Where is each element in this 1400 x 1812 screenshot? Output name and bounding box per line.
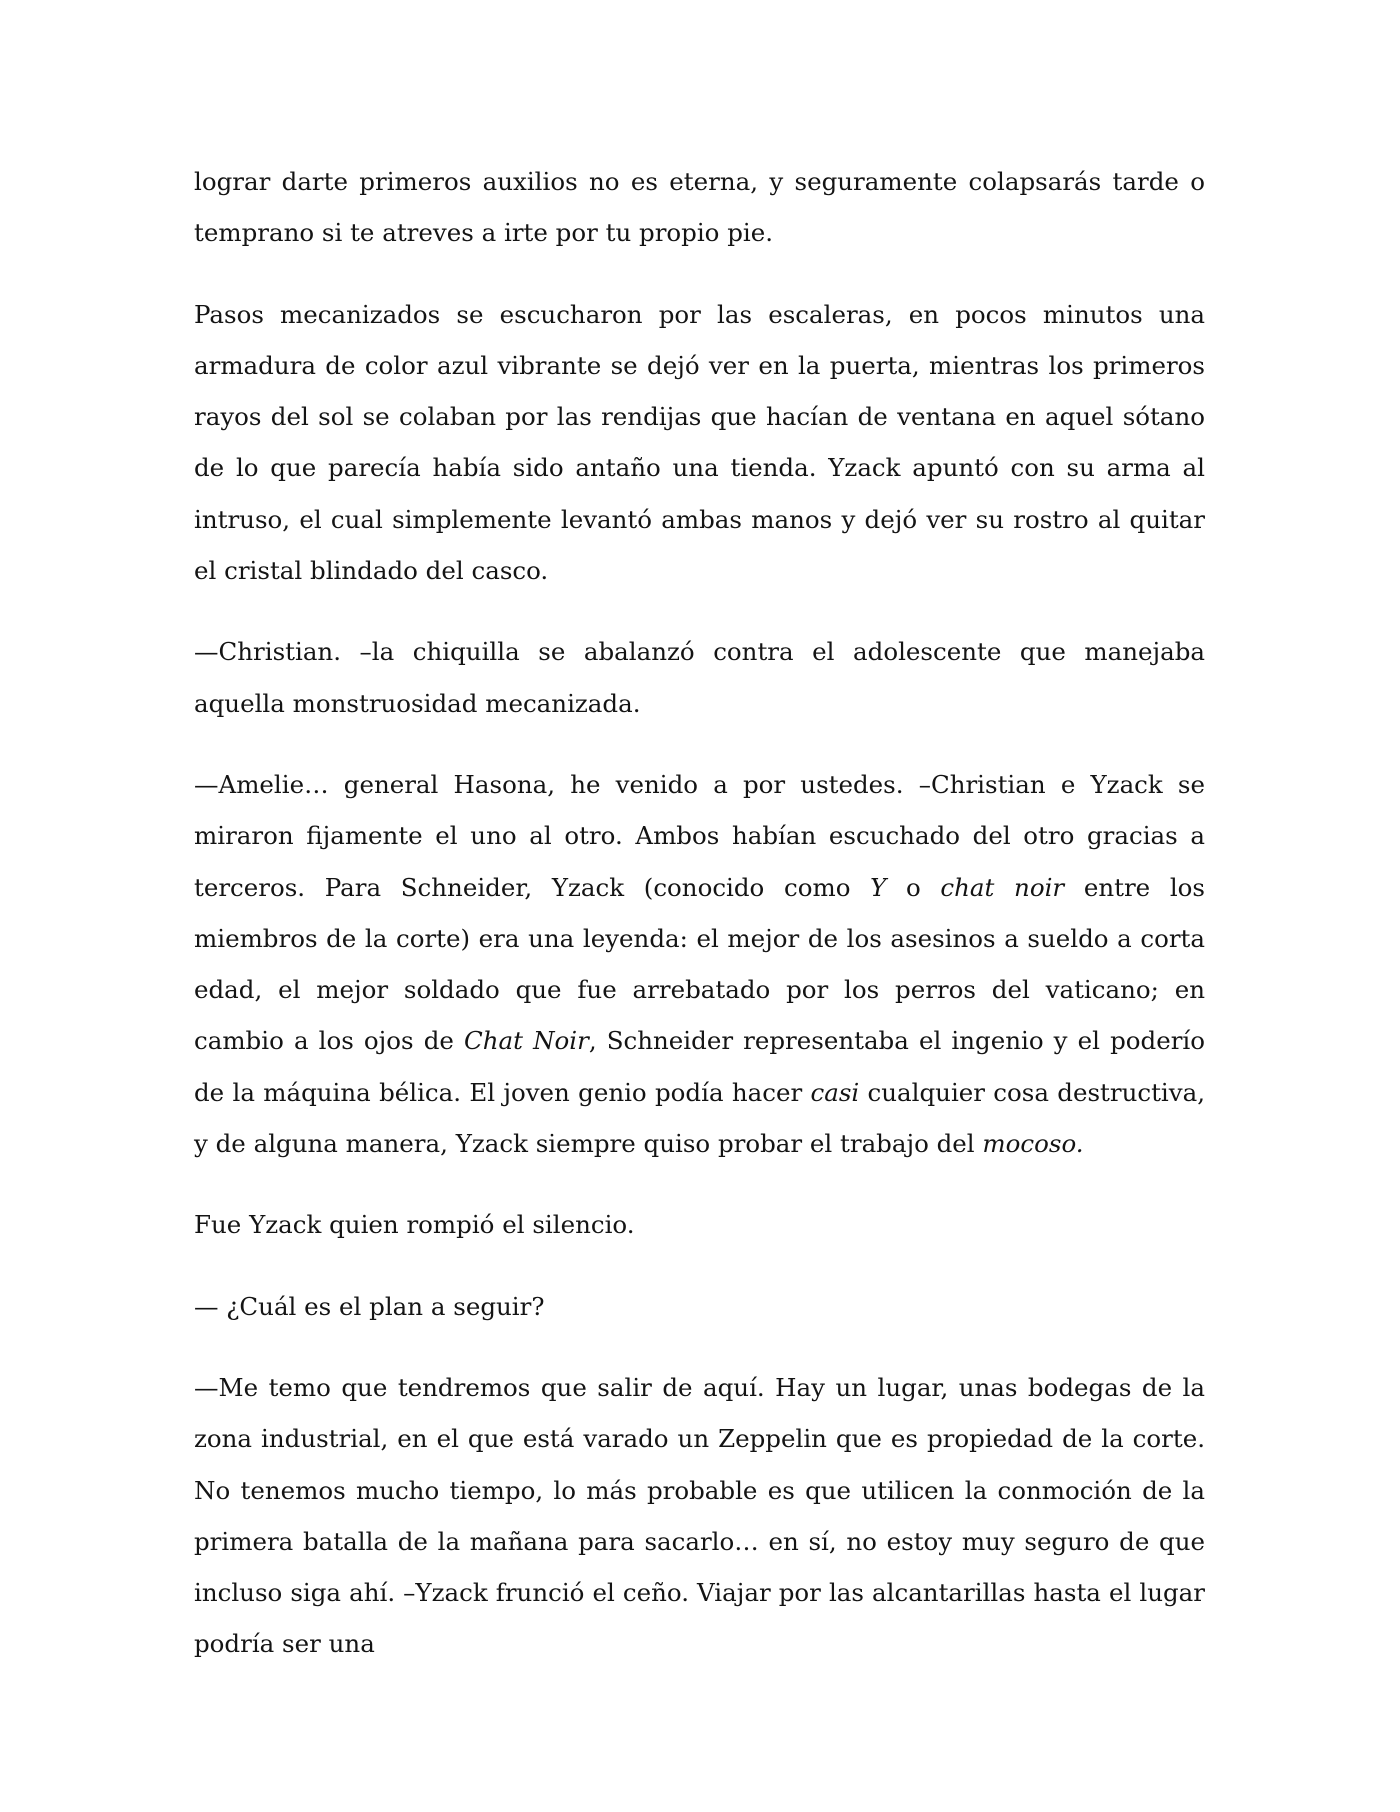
paragraph [194,1362,1205,1670]
text-run: Fue Yzack quien rompió el silencio. [194,1210,635,1240]
italic-text: mocoso. [982,1129,1084,1159]
paragraph [194,156,1205,259]
italic-text: casi [810,1077,860,1107]
text-run: lograr darte primeros auxilios no es eterna, y seguramente colapsarás tarde o temprano si te atreves a irte por tu propio pie. [194,167,1205,248]
text-run: o [886,872,941,902]
text-run: —Christian. –la chiquilla se abalanzó contra el adolescente que manejaba aquella monstruosidad mecanizada. [194,637,1205,718]
paragraph [194,289,1205,597]
text-run: — ¿Cuál es el plan a seguir? [194,1291,545,1321]
italic-text: chat noir [940,872,1065,902]
text-run: —Amelie… general Hasona, he venido a por ustedes. –Christian e Yzack se miraron fijamente el uno al otro. Ambos habían escuchado del otro gracias a terceros. Para Schneider, Yzack (conocido como [194,769,1205,902]
text-run: , Schneider representaba el ingenio y el poderío de la máquina bélica. El joven genio podía hacer [194,1026,1205,1107]
text-run: cualquier cosa destructiva, y de alguna manera, Yzack siempre quiso probar el trabajo del [194,1077,1205,1159]
paragraph [194,626,1205,729]
text-run: Pasos mecanizados se escucharon por las escaleras, en pocos minutos una armadura de color azul vibrante se dejó ver en la puerta, mientras los primeros rayos del sol se colaban por las rendijas que hacían de ventana en aquel sótano de lo que parecía había sido antaño una tienda. Yzack apuntó con su arma al intruso, el cual simplemente levantó ambas manos y dejó ver su rostro al quitar el cristal blindado del casco. [194,299,1205,586]
text-run: entre los miembros de la corte) era una leyenda: el mejor de los asesinos a sueldo a corta edad, el mejor soldado que fue arrebatado por los perros del vaticano; en cambio a los ojos de [194,872,1205,1056]
text-run: —Me temo que tendremos que salir de aquí. Hay un lugar, unas bodegas de la zona industrial, en el que está varado un Zeppelin que es propiedad de la corte. No tenemos mucho tiempo, lo más probable es que utilicen la conmoción de la primera batalla de la mañana para sacarlo… en sí, no estoy muy seguro de que incluso siga ahí. –Yzack frunció el ceño. Viajar por las alcantarillas hasta el lugar podría ser una [194,1372,1205,1659]
paragraph [194,1199,1205,1250]
italic-text: Chat Noir [464,1026,589,1056]
italic-text: Y [870,872,887,902]
body-text [194,156,1205,1700]
paragraph [194,1281,1205,1332]
paragraph [194,759,1205,1169]
